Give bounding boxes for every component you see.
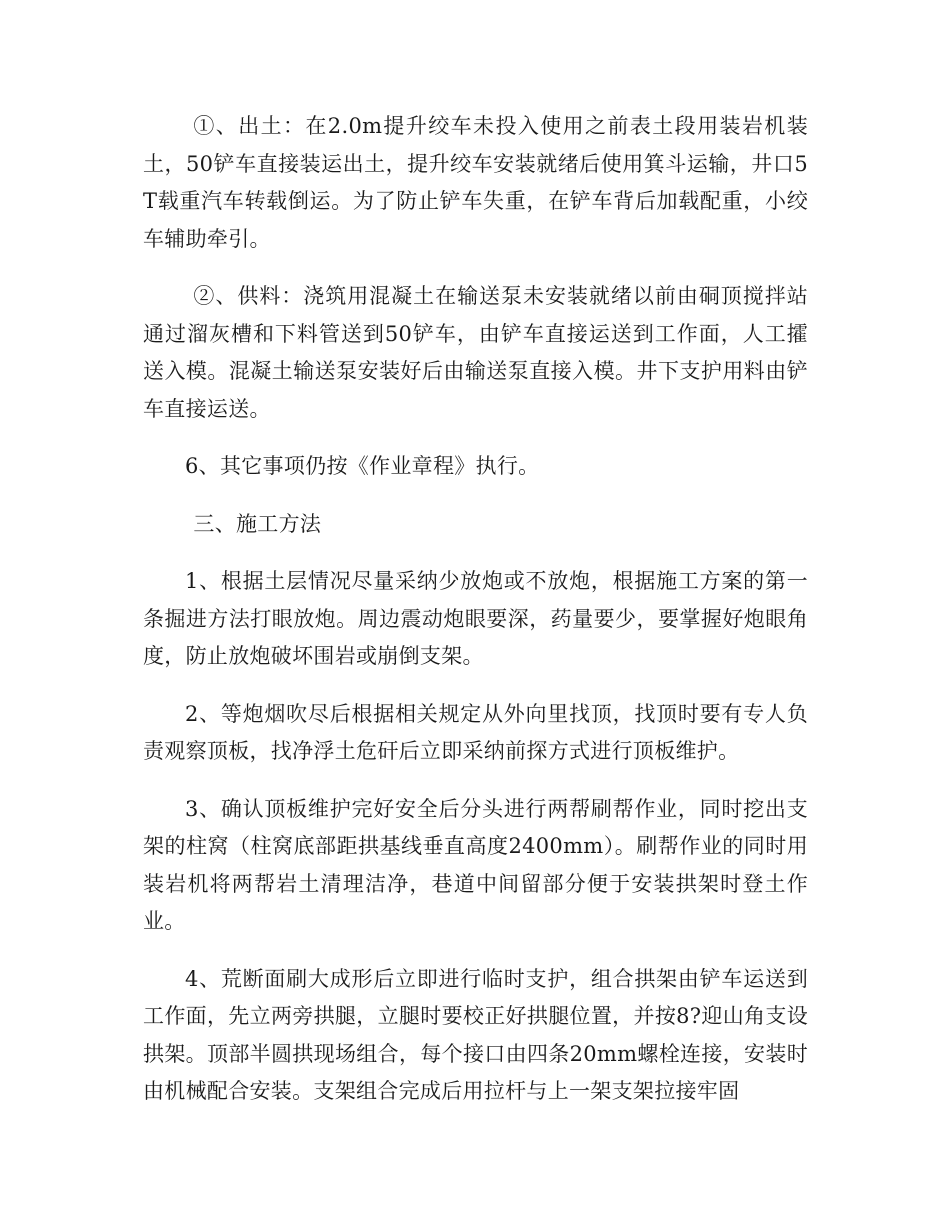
paragraph-step-3: 3、确认顶板维护完好安全后分头进行两帮刷帮作业，同时挖出支架的柱窝（柱窝底部距拱基线垂直高度2400mm）。刷帮作业的同时用装岩机将两帮岩土清理洁净，巷道中间留部分便于安装拱架时登土作业。 <box>143 796 808 933</box>
document-body <box>143 108 808 1131</box>
paragraph-other-matters: 6、其它事项仍按《作业章程》执行。 <box>185 454 540 478</box>
paragraph-step-1: 1、根据土层情况尽量采纳少放炮或不放炮，根据施工方案的第一条掘进方法打眼放炮。周边震动炮眼要深，药量要少，要掌握好炮眼角度，防止放炮破坏围岩或崩倒支架。 <box>143 569 808 668</box>
section-heading-construction-method: 三、施工方法 <box>193 511 322 536</box>
paragraph-step-2: 2、等炮烟吹尽后根据相关规定从外向里找顶，找顶时要有专人负责观察顶板，找净浮土危矸后立即采纳前探方式进行顶板维护。 <box>143 701 808 763</box>
paragraph-soil-removal: ①、出土：在2.0m提升绞车未投入使用之前表土段用装岩机装土，50铲车直接装运出土，提升绞车安装就绪后使用箕斗运输，井口5T载重汽车转载倒运。为了防止铲车失重，在铲车背后加载配重，小绞车辅助牵引。 <box>143 114 808 251</box>
paragraph-material-supply: ②、供料：浇筑用混凝土在输送泵未安装就绪以前由硐顶搅拌站通过溜灰槽和下料管送到50铲车，由铲车直接运送到工作面，人工攉送入模。混凝土输送泵安装好后由输送泵直接入模。井下支护用料由铲车直接运送。 <box>143 284 808 421</box>
paragraph-step-4: 4、荒断面刷大成形后立即进行临时支护，组合拱架由铲车运送到工作面，先立两旁拱腿，立腿时要校正好拱腿位置，并按8?迎山角支设拱架。顶部半圆拱现场组合，每个接口由四条20mm螺栓连接，安装时由机械配合安装。支架组合完成后用拉杆与上一架支架拉接牢固 <box>143 966 808 1103</box>
